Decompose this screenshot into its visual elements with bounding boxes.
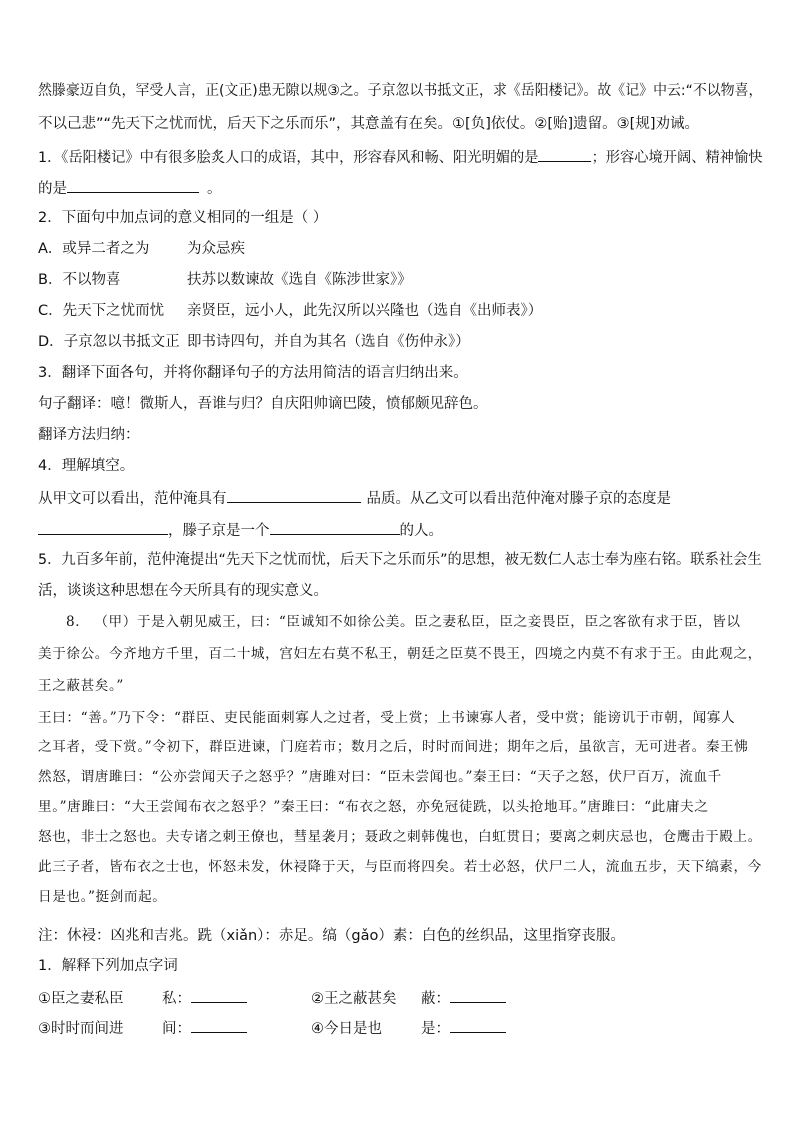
item-char: 蔽： [421, 991, 450, 1007]
item-char: 间： [162, 1021, 191, 1037]
question-4-text-a: 从甲文可以看出，范仲淹具有 [38, 491, 227, 507]
answer-blank[interactable] [38, 519, 168, 535]
question-4-text-b: 品质。从乙文可以看出范仲淹对滕子京的态度是 [366, 491, 671, 507]
passage-8-line-1: 8． （甲）于是入朝见威王，曰：“臣诚知不如徐公美。臣之妻私臣，臣之妾畏臣，臣之客欲有求于臣，皆以 [66, 614, 741, 630]
passage-8-line-3: 王之蔽甚矣。” [38, 678, 124, 694]
question-2-option-a[interactable] [38, 239, 762, 259]
answer-blank[interactable] [270, 519, 400, 535]
option-left: B．不以物喜 [38, 272, 121, 288]
passage-8-line-7: 里。”唐雎曰：“大王尝闻布衣之怒乎？”秦王曰：“布衣之怒，亦免冠徒跣，以头抢地耳。”唐雎曰：“此庸夫之 [38, 799, 709, 815]
passage-8-line-4: 王曰：“善。”乃下令：“群臣、吏民能面刺寡人之过者，受上赏；上书谏寡人者，受中赏；能谤讥于市朝，闻寡人 [38, 710, 736, 726]
question-3-stem: 3．翻译下面各句，并将你翻译句子的方法用简洁的语言归纳出来。 [38, 365, 468, 381]
option-right: 为众忌疾 [187, 241, 245, 257]
answer-blank[interactable] [191, 1017, 247, 1033]
question-5-line-1: 5．九百多年前，范仲淹提出“先天下之忧而忧，后天下之乐而乐”的思想，被无数仁人志士奉为座右铭。联系社会生 [38, 552, 762, 568]
question-2-option-b[interactable] [38, 270, 762, 290]
question-4-text-c: ，滕子京是一个 [168, 523, 270, 539]
question-1-line-1 [38, 146, 763, 166]
passage-8-line-8: 怒也，非士之怒也。夫专诸之刺王僚也，彗星袭月；聂政之刺韩傀也，白虹贯日；要离之刺庆忌也，仓鹰击于殿上。 [38, 829, 762, 845]
item-char: 私： [162, 991, 191, 1007]
question-8-1-row-1 [38, 987, 762, 1007]
item-phrase: ②王之蔽甚矣 [311, 991, 397, 1007]
passage-line-1: 然滕豪迈自负，罕受人言，正(文正)患无隙以规③之。子京忽以书抵文正，求《岳阳楼记》。故《记》中云:“不以物喜， [38, 83, 763, 99]
answer-blank[interactable] [191, 987, 247, 1003]
question-1-text-a: 1．《岳阳楼记》中有很多脍炙人口的成语，其中，形容春风和畅、阳光明媚的是 [38, 150, 539, 166]
answer-blank[interactable] [450, 1017, 506, 1033]
passage-8-line-5: 之耳者，受下赏。”令初下，群臣进谏，门庭若市；数月之后，时时而间进；期年之后，虽欲言，无可进者。秦王怫 [38, 739, 749, 755]
option-right: 亲贤臣，远小人，此先汉所以兴隆也（选自《出师表》） [187, 303, 543, 319]
question-3-method: 翻译方法归纳： [38, 427, 140, 443]
question-3-sentence: 句子翻译：噫！微斯人，吾谁与归？自庆阳帅谪巴陵，愤郁颇见辞色。 [38, 396, 488, 412]
answer-blank[interactable] [450, 987, 506, 1003]
question-5-line-2: 活，谈谈这种思想在今天所具有的现实意义。 [38, 583, 328, 599]
answer-blank[interactable] [67, 177, 199, 193]
option-left: C．先天下之忧而忧 [38, 303, 165, 319]
question-8-1-row-2 [38, 1017, 762, 1037]
question-4-stem: 4．理解填空。 [38, 458, 135, 474]
passage-8-note: 注：休祲：凶兆和吉兆。跣（xiǎn）：赤足。缟（gǎo）素：白色的丝织品，这里指穿丧服。 [38, 928, 625, 944]
answer-blank[interactable] [539, 146, 592, 162]
question-8-1-stem: 1．解释下列加点字词 [38, 958, 178, 974]
passage-line-2: 不以己悲”“先天下之忧而忧，后天下之乐而乐”，其意盖有在矣。①[负]依仗。②[贻]遗留。③[规]劝诫。 [38, 116, 699, 132]
question-4-line-1 [38, 487, 762, 507]
passage-8-line-2: 美于徐公。今齐地方千里，百二十城，宫妇左右莫不私王，朝廷之臣莫不畏王，四境之内莫不有求于王。由此观之， [38, 646, 762, 662]
answer-blank[interactable] [227, 487, 361, 503]
item-phrase: ①臣之妻私臣 [38, 991, 124, 1007]
question-1-text-d: 。 [207, 181, 222, 197]
option-left: A．或异二者之为 [38, 241, 150, 257]
question-1-text-c: 的是 [38, 181, 67, 197]
option-right: 扶苏以数谏故《选自《陈涉世家》》 [187, 272, 412, 288]
question-1-line-2 [38, 177, 762, 197]
question-4-text-d: 的人。 [399, 523, 443, 539]
passage-8-line-10: 日是也。”挺剑而起。 [38, 889, 167, 905]
question-1-text-b: ；形容心境开阔、精神愉快 [591, 150, 763, 166]
question-2-option-d[interactable] [38, 332, 762, 352]
option-right: 即书诗四句，并自为其名（选自《伤仲永》） [187, 334, 470, 350]
item-phrase: ④今日是也 [311, 1021, 382, 1037]
question-2-option-c[interactable] [38, 301, 762, 321]
option-left: D．子京忽以书抵文正 [38, 334, 180, 350]
passage-8-line-9: 此三子者，皆布衣之士也，怀怒未发，休祲降于天，与臣而将四矣。若士必怒，伏尸二人，流血五步，天下缟素，今 [38, 859, 762, 875]
passage-8-line-6: 然怒，谓唐雎曰：“公亦尝闻天子之怒乎？”唐雎对曰：“臣未尝闻也。”秦王曰：“天子之怒，伏尸百万，流血千 [38, 769, 722, 785]
item-char: 是： [421, 1021, 450, 1037]
item-phrase: ③时时而间进 [38, 1021, 124, 1037]
question-4-line-2 [38, 519, 762, 539]
question-2-stem: 2．下面句中加点词的意义相同的一组是（ ） [38, 210, 328, 226]
